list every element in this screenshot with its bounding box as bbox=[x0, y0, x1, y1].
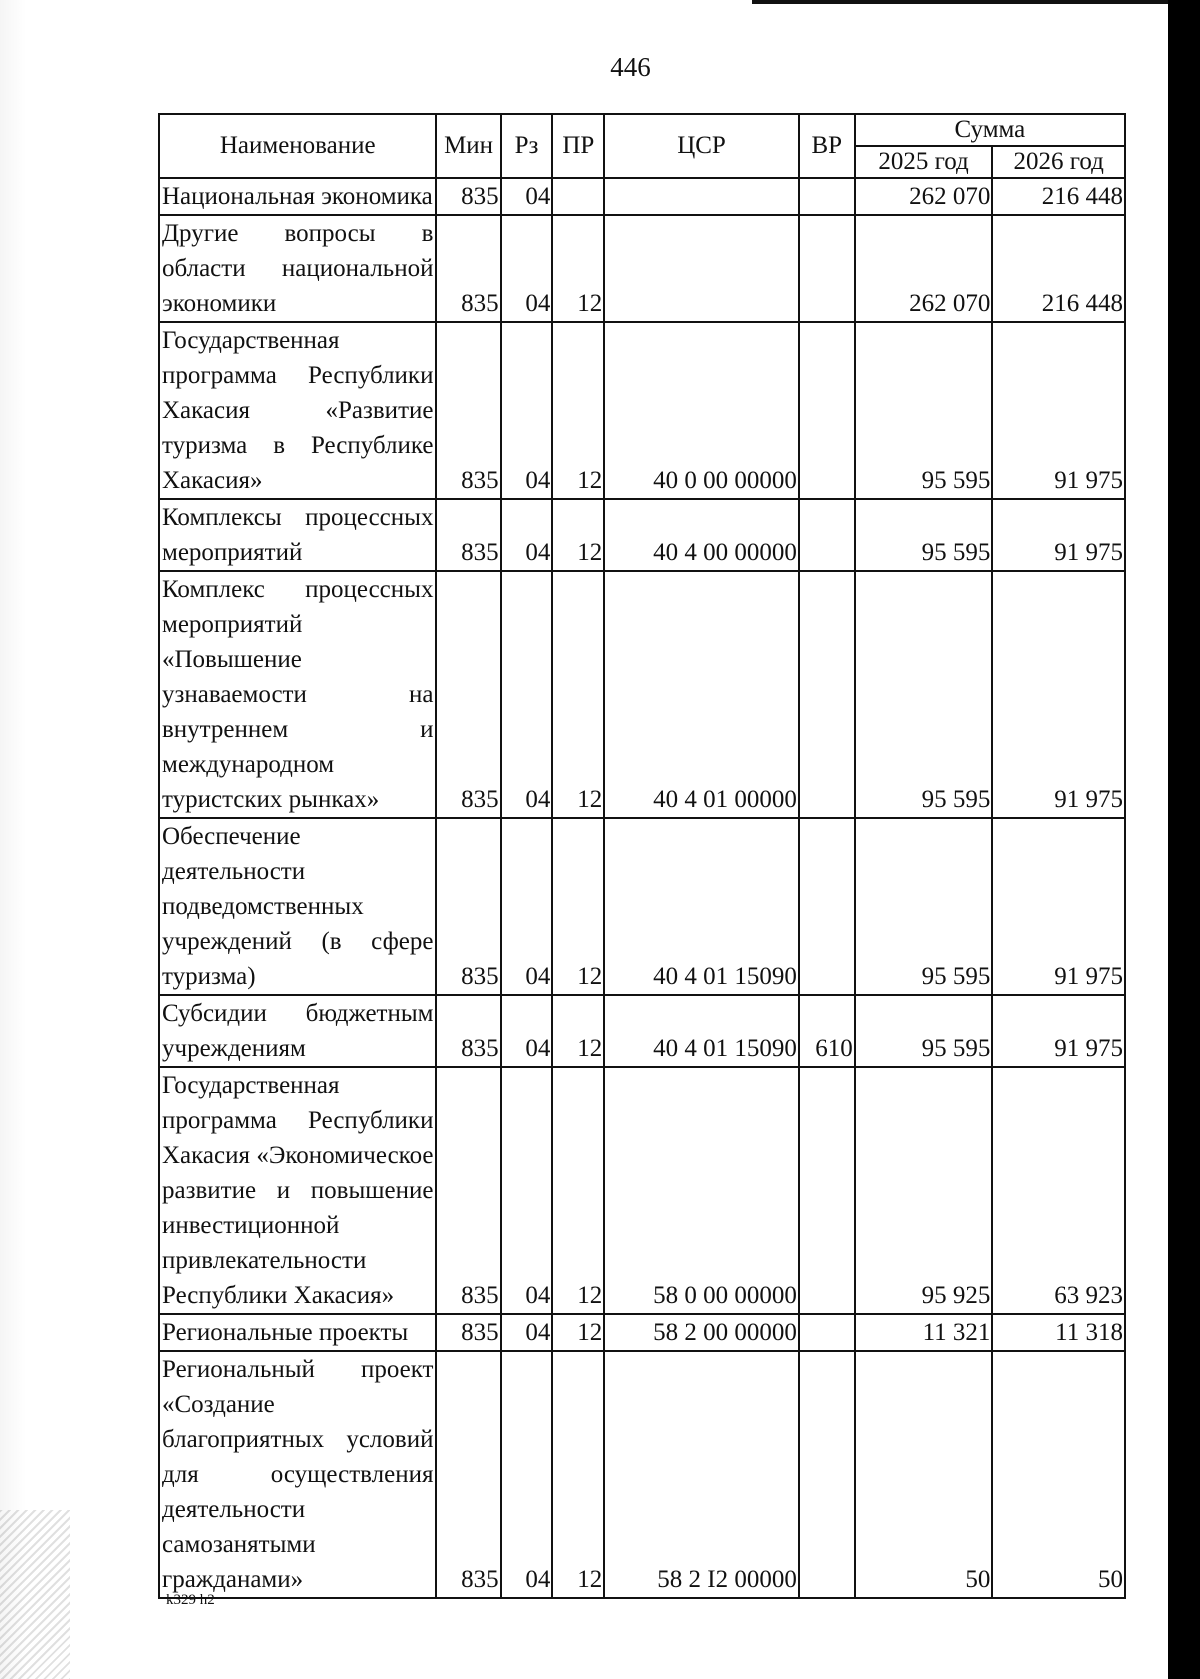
cell-name: Государственная программа Республики Хакасия «Развитие туризма в Республике Хакасия» bbox=[159, 322, 436, 499]
cell-csr: 40 4 01 15090 bbox=[604, 818, 799, 995]
cell-2025: 95 595 bbox=[855, 818, 993, 995]
footer-code: k329 h2 bbox=[166, 1592, 215, 1608]
cell-pr: 12 bbox=[552, 818, 604, 995]
cell-rz: 04 bbox=[501, 571, 553, 818]
cell-min: 835 bbox=[436, 499, 500, 571]
cell-pr bbox=[552, 178, 604, 215]
table-row bbox=[159, 322, 1125, 499]
header-rz: Рз bbox=[501, 114, 553, 178]
cell-vr bbox=[799, 1067, 855, 1314]
table-row bbox=[159, 215, 1125, 322]
cell-2026: 216 448 bbox=[992, 215, 1125, 322]
cell-rz: 04 bbox=[501, 1351, 553, 1598]
table-row bbox=[159, 499, 1125, 571]
cell-csr: 58 0 00 00000 bbox=[604, 1067, 799, 1314]
scan-noise-corner bbox=[0, 1510, 70, 1679]
header-vr: ВР bbox=[799, 114, 855, 178]
header-sum: Сумма bbox=[855, 114, 1125, 146]
cell-rz: 04 bbox=[501, 995, 553, 1067]
cell-2026: 50 bbox=[992, 1351, 1125, 1598]
cell-name: Обеспечение деятельности подведомственных учреждений (в сфере туризма) bbox=[159, 818, 436, 995]
cell-name: Региональный проект «Создание благоприятных условий для осуществления деятельности самозанятыми гражданами» bbox=[159, 1351, 436, 1598]
scan-right-border bbox=[1168, 0, 1200, 1679]
cell-pr: 12 bbox=[552, 995, 604, 1067]
cell-name: Комплексы процессных мероприятий bbox=[159, 499, 436, 571]
cell-name: Государственная программа Республики Хакасия «Экономическое развитие и повышение инвестиционной привлекательности Республики Хакасия» bbox=[159, 1067, 436, 1314]
cell-rz: 04 bbox=[501, 499, 553, 571]
cell-min: 835 bbox=[436, 322, 500, 499]
cell-csr bbox=[604, 178, 799, 215]
cell-name: Другие вопросы в области национальной экономики bbox=[159, 215, 436, 322]
header-name: Наименование bbox=[159, 114, 436, 178]
table-row bbox=[159, 178, 1125, 215]
cell-csr: 58 2 I2 00000 bbox=[604, 1351, 799, 1598]
cell-vr bbox=[799, 322, 855, 499]
table-row bbox=[159, 818, 1125, 995]
cell-2025: 50 bbox=[855, 1351, 993, 1598]
cell-rz: 04 bbox=[501, 1314, 553, 1351]
cell-csr: 58 2 00 00000 bbox=[604, 1314, 799, 1351]
cell-vr bbox=[799, 571, 855, 818]
cell-2025: 11 321 bbox=[855, 1314, 993, 1351]
cell-pr: 12 bbox=[552, 215, 604, 322]
cell-rz: 04 bbox=[501, 215, 553, 322]
cell-min: 835 bbox=[436, 1067, 500, 1314]
cell-min: 835 bbox=[436, 818, 500, 995]
cell-pr: 12 bbox=[552, 1314, 604, 1351]
cell-2026: 216 448 bbox=[992, 178, 1125, 215]
table-body bbox=[159, 178, 1125, 1598]
header-2025: 2025 год bbox=[855, 146, 993, 178]
cell-pr: 12 bbox=[552, 322, 604, 499]
cell-min: 835 bbox=[436, 178, 500, 215]
cell-min: 835 bbox=[436, 215, 500, 322]
cell-vr bbox=[799, 1314, 855, 1351]
cell-vr bbox=[799, 178, 855, 215]
cell-2026: 91 975 bbox=[992, 499, 1125, 571]
cell-2026: 91 975 bbox=[992, 571, 1125, 818]
cell-2025: 95 595 bbox=[855, 571, 993, 818]
cell-name: Субсидии бюджетным учреждениям bbox=[159, 995, 436, 1067]
budget-table bbox=[158, 113, 1126, 1599]
cell-csr: 40 4 01 00000 bbox=[604, 571, 799, 818]
cell-min: 835 bbox=[436, 995, 500, 1067]
header-min: Мин bbox=[436, 114, 500, 178]
cell-vr: 610 bbox=[799, 995, 855, 1067]
cell-min: 835 bbox=[436, 1351, 500, 1598]
cell-name: Региональные проекты bbox=[159, 1314, 436, 1351]
page-number: 446 bbox=[610, 52, 651, 82]
cell-2025: 95 925 bbox=[855, 1067, 993, 1314]
cell-min: 835 bbox=[436, 1314, 500, 1351]
table-row bbox=[159, 571, 1125, 818]
table-row bbox=[159, 995, 1125, 1067]
header-pr: ПР bbox=[552, 114, 604, 178]
cell-rz: 04 bbox=[501, 818, 553, 995]
cell-csr: 40 4 01 15090 bbox=[604, 995, 799, 1067]
cell-2025: 95 595 bbox=[855, 322, 993, 499]
cell-2026: 11 318 bbox=[992, 1314, 1125, 1351]
table-row bbox=[159, 1351, 1125, 1598]
table-row bbox=[159, 1067, 1125, 1314]
cell-csr bbox=[604, 215, 799, 322]
cell-vr bbox=[799, 215, 855, 322]
cell-name: Комплекс процессных мероприятий «Повышение узнаваемости на внутреннем и международном туристских рынках» bbox=[159, 571, 436, 818]
cell-rz: 04 bbox=[501, 178, 553, 215]
cell-2026: 91 975 bbox=[992, 995, 1125, 1067]
cell-pr: 12 bbox=[552, 499, 604, 571]
cell-pr: 12 bbox=[552, 1067, 604, 1314]
top-edge-line bbox=[752, 0, 1168, 4]
cell-rz: 04 bbox=[501, 1067, 553, 1314]
cell-pr: 12 bbox=[552, 571, 604, 818]
cell-2025: 95 595 bbox=[855, 995, 993, 1067]
cell-2026: 91 975 bbox=[992, 818, 1125, 995]
cell-2025: 95 595 bbox=[855, 499, 993, 571]
cell-csr: 40 4 00 00000 bbox=[604, 499, 799, 571]
cell-csr: 40 0 00 00000 bbox=[604, 322, 799, 499]
cell-vr bbox=[799, 499, 855, 571]
cell-2025: 262 070 bbox=[855, 178, 993, 215]
header-2026: 2026 год bbox=[992, 146, 1125, 178]
header-csr: ЦСР bbox=[604, 114, 799, 178]
cell-vr bbox=[799, 1351, 855, 1598]
cell-name: Национальная экономика bbox=[159, 178, 436, 215]
cell-2025: 262 070 bbox=[855, 215, 993, 322]
scan-left-edge bbox=[0, 0, 26, 1679]
cell-pr: 12 bbox=[552, 1351, 604, 1598]
cell-rz: 04 bbox=[501, 322, 553, 499]
cell-2026: 91 975 bbox=[992, 322, 1125, 499]
table-row bbox=[159, 1314, 1125, 1351]
cell-2026: 63 923 bbox=[992, 1067, 1125, 1314]
cell-min: 835 bbox=[436, 571, 500, 818]
cell-vr bbox=[799, 818, 855, 995]
